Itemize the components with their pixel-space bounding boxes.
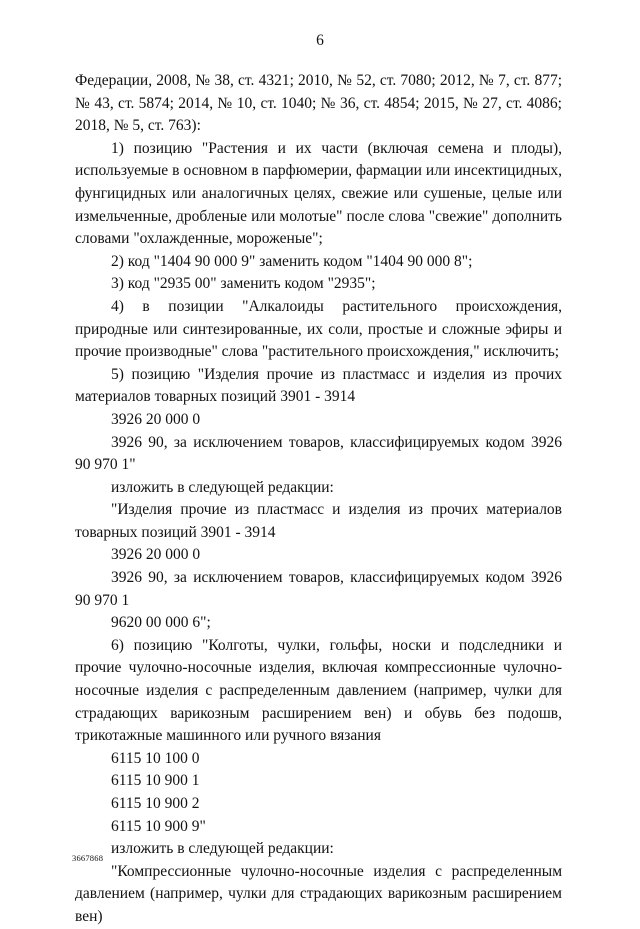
paragraph: 6) позицию "Колготы, чулки, гольфы, носки и подследники и прочие чулочно-носочные изделия, включая компрессионные чулочно-носочные изделия с распределенным давлением (например, чулки для страдающих варикозным расширением вен) и обувь без подошв, трикотажные машинного или ручного вязания [75, 636, 562, 745]
page-number: 6 [316, 32, 324, 49]
paragraph: "Компрессионные чулочно-носочные изделия с распределенным давлением (например, чулки для страдающих варикозным расширением вен) [75, 862, 562, 925]
paragraph: 4) в позиции "Алкалоиды растительного происхождения, природные или синтезированные, их соли, простые и сложные эфиры и прочие производные" слова "растительного происхождения," исключить; [75, 297, 562, 361]
paragraph: 5) позицию "Изделия прочие из пластмасс и изделия из прочих материалов товарных позиций 3901 - 3914 [75, 365, 562, 406]
paragraph: 3) код "2935 00" заменить кодом "2935"; [111, 275, 376, 293]
paragraph: 3926 90, за исключением товаров, классифицируемых кодом 3926 90 970 1" [75, 433, 562, 474]
paragraph: Федерации, 2008, № 38, ст. 4321; 2010, № 52, ст. 7080; 2012, № 7, ст. 877; № 43, ст. 5874; 2014, № 10, ст. 1040; № 36, ст. 4854; 2015, № 27, ст. 4086; 2018, № 5, ст. 763): [75, 72, 562, 135]
paragraph: 2) код "1404 90 000 9" заменить кодом "1404 90 000 8"; [111, 252, 473, 270]
paragraph: "Изделия прочие из пластмасс и изделия из прочих материалов товарных позиций 3901 - 3914 [75, 501, 562, 541]
code-line: изложить в следующей редакции: [111, 840, 334, 858]
code-line: 6115 10 900 2 [111, 795, 200, 812]
code-line: 6115 10 100 0 [111, 749, 200, 767]
code-line: 9620 00 000 6"; [111, 614, 211, 632]
paragraph: 3926 90, за исключением товаров, классифицируемых кодом 3926 90 970 1 [75, 569, 562, 609]
code-line: 3926 20 000 0 [111, 546, 201, 564]
code-line: 3926 20 000 0 [111, 410, 201, 428]
code-line: 6115 10 900 1 [111, 772, 200, 790]
document-id: 3667868 [72, 853, 104, 863]
code-line: 6115 10 900 9" [111, 817, 206, 835]
document-body [75, 70, 562, 929]
code-line: изложить в следующей редакции: [111, 478, 334, 496]
paragraph: 1) позицию "Растения и их части (включая семена и плоды), используемые в основном в парфюмерии, фармации или инсектицидных, фунгицидных или аналогичных целях, свежие или сушеные, целые или измельченные, дробленые или молотые" после слова "свежие" дополнить словами "охлажденные, мороженые"; [75, 139, 562, 248]
